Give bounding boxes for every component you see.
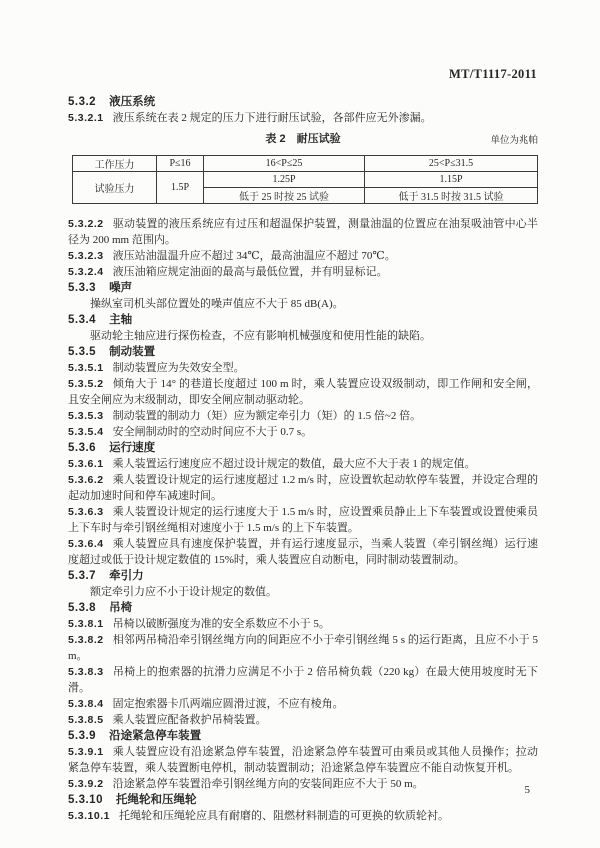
clause-5-3-8-2 [68,632,538,664]
clause-text: 倾角大于 14° 的巷道长度超过 100 m 时，乘人装置应设双级制动，即工作闸和安全闸，且安全闸应为末级制动，即安全闸应制动驱动轮。 [68,378,538,406]
clause-number: 5.3.6.3 [68,506,104,518]
clause-5-3-9-2 [68,776,538,792]
clause-text: 乘人装置运行速度应不超过设计规定的数值，最大应不大于表 1 的规定值。 [112,458,476,470]
table-row-work-pressure [73,156,538,172]
clause-number: 5.3.10.1 [68,810,110,822]
clause-5-3-8-5 [68,712,538,728]
clause-text: 液压油箱应规定油面的最高与最低位置，并有明显标记。 [112,266,388,278]
cell-work-p1: P≤16 [157,156,204,172]
heading-number: 5.3.10 [68,794,103,806]
clause-5-3-5-1 [68,360,538,376]
clause-number: 5.3.9.2 [68,778,104,790]
clause-5-3-2-4 [68,264,538,280]
clause-number: 5.3.6.1 [68,458,104,470]
heading-5-3-10 [68,792,538,808]
clause-5-3-2-2 [68,216,538,248]
cell-test-p3-note: 低于 31.5 时按 31.5 试验 [365,188,538,204]
clause-5-3-9-1 [68,744,538,776]
pressure-test-table [72,155,538,204]
clause-text: 吊椅上的抱索器的抗滑力应满足不小于 2 倍吊椅负载（220 kg）在最大使用坡度时无下滑。 [68,666,538,694]
cell-test-p2: 1.25P [204,172,365,188]
heading-number: 5.3.4 [68,314,97,326]
clause-5-3-2-1 [68,110,538,126]
table-caption: 表 2 耐压试验 [265,133,341,145]
table-caption-row [68,132,538,147]
heading-title: 沿途紧急停车装置 [109,730,202,742]
clause-number: 5.3.5.3 [68,410,104,422]
heading-number: 5.3.7 [68,570,97,582]
heading-5-3-2 [68,94,538,110]
para-5-3-3-body: 操纵室司机头部位置处的噪声值应不大于 85 dB(A)。 [90,298,344,310]
clause-text: 乘人装置应设有沿途紧急停车装置，沿途紧急停车装置可由乘员或其他人员操作；拉动紧急停车装置，乘人装置断电停机，制动装置制动；沿途紧急停车装置应不能自动恢复开机。 [68,746,538,774]
clause-number: 5.3.8.2 [68,634,104,646]
page-number: 5 [524,784,530,796]
heading-number: 5.3.3 [68,282,97,294]
heading-5-3-8 [68,600,538,616]
cell-test-p3: 1.15P [365,172,538,188]
clause-text: 乘人装置设计规定的运行速度超过 1.2 m/s 时，应设置软起动软停车装置，并设定合理的起动加速时间和停车减速时间。 [68,474,538,502]
clause-text: 沿途紧急停车装置沿牵引钢丝绳方向的安装间距应不大于 50 m。 [112,778,424,790]
clause-5-3-10-1 [68,808,538,824]
heading-title: 吊椅 [109,602,133,614]
heading-title: 噪声 [109,282,133,294]
clause-number: 5.3.9.1 [68,746,104,758]
clause-number: 5.3.5.1 [68,362,104,374]
cell-test-p1: 1.5P [157,172,204,204]
clause-text: 托绳轮和压绳轮应具有耐磨的、阻燃材料制造的可更换的软质轮衬。 [118,810,449,822]
clause-number: 5.3.2.2 [68,218,104,230]
clause-5-3-5-2 [68,376,538,408]
para-5-3-4-body: 驱动轮主轴应进行探伤检查，不应有影响机械强度和使用性能的缺陷。 [90,330,431,342]
clause-number: 5.3.8.1 [68,618,104,630]
clause-number: 5.3.5.2 [68,378,104,390]
clause-5-3-6-1 [68,456,538,472]
heading-title: 液压系统 [109,96,156,108]
heading-5-3-5 [68,344,538,360]
heading-5-3-6 [68,440,538,456]
clause-text: 相邻两吊椅沿牵引钢丝绳方向的间距应不小于牵引钢丝绳 5 s 的运行距离，且应不小于 5 m。 [68,634,538,662]
clause-5-3-8-1 [68,616,538,632]
clause-text: 液压系统在表 2 规定的压力下进行耐压试验，各部件应无外渗漏。 [112,112,432,124]
clause-number: 5.3.6.4 [68,538,104,550]
clause-number: 5.3.5.4 [68,426,104,438]
clause-5-3-5-4 [68,424,538,440]
clause-5-3-8-4 [68,696,538,712]
clause-number: 5.3.2.1 [68,112,104,124]
para-5-3-7-body: 额定牵引力应不小于设计规定的数值。 [90,586,277,598]
clause-5-3-8-3 [68,664,538,696]
clause-5-3-2-3 [68,248,538,264]
heading-title: 牵引力 [109,570,144,582]
heading-5-3-4 [68,312,538,328]
clause-5-3-6-4 [68,536,538,568]
clause-number: 5.3.8.4 [68,698,104,710]
clause-number: 5.3.8.3 [68,666,104,678]
heading-title: 托绳轮和压绳轮 [115,794,197,806]
cell-test-p2-note: 低于 25 时按 25 试验 [204,188,365,204]
clause-5-3-6-2 [68,472,538,504]
clause-number: 5.3.6.2 [68,474,104,486]
clause-number: 5.3.2.3 [68,250,104,262]
heading-5-3-9 [68,728,538,744]
standard-reference: MT/T1117-2011 [449,67,537,81]
clause-text: 安全闸制动时的空动时间应不大于 0.7 s。 [112,426,313,438]
cell-work-p2: 16<P≤25 [204,156,365,172]
clause-text: 固定抱索器卡爪两端应圆滑过渡，不应有棱角。 [112,698,344,710]
heading-number: 5.3.6 [68,442,97,454]
clause-text: 乘人装置应配备救护吊椅装置。 [112,714,267,726]
heading-title: 运行速度 [109,442,156,454]
table-unit-note: 单位为兆帕 [490,136,538,146]
clause-number: 5.3.2.4 [68,266,104,278]
heading-number: 5.3.2 [68,96,97,108]
clause-text: 乘人装置应具有速度保护装置，并有运行速度显示，当乘人装置（牵引钢丝绳）运行速度超过或低于设计规定数值的 15%时，乘人装置应自动断电，同时制动装置制动。 [68,538,538,566]
clause-5-3-5-3 [68,408,538,424]
table-row-test-pressure [73,172,538,188]
clause-number: 5.3.8.5 [68,714,104,726]
clause-text: 乘人装置设计规定的运行速度大于 1.5 m/s 时，应设置乘员静止上下车装置或设置使乘员上下车时与牵引钢丝绳相对速度小于 1.5 m/s 的上下车装置。 [68,506,538,534]
clause-5-3-6-3 [68,504,538,536]
cell-work-p3: 25<P≤31.5 [365,156,538,172]
heading-title: 主轴 [109,314,133,326]
clause-text: 液压站油温温升应不超过 34℃，最高油温应不超过 70℃。 [112,250,396,262]
clause-text: 驱动装置的液压系统应有过压和超温保护装置，测量油温的位置应在油泵吸油管中心半径为 200 mm 范围内。 [68,218,538,246]
cell-test-pressure-label: 试验压力 [73,172,157,204]
heading-5-3-3 [68,280,538,296]
cell-work-pressure-label: 工作压力 [73,156,157,172]
heading-5-3-7 [68,568,538,584]
clause-text: 制动装置应为失效安全型。 [112,362,245,374]
heading-title: 制动装置 [109,346,156,358]
heading-number: 5.3.5 [68,346,97,358]
heading-number: 5.3.9 [68,730,97,742]
clause-text: 制动装置的制动力（矩）应为额定牵引力（矩）的 1.5 倍~2 倍。 [112,410,422,422]
heading-number: 5.3.8 [68,602,97,614]
clause-text: 吊椅以破断强度为准的安全系数应不小于 5。 [112,618,330,630]
page-content [68,94,538,824]
